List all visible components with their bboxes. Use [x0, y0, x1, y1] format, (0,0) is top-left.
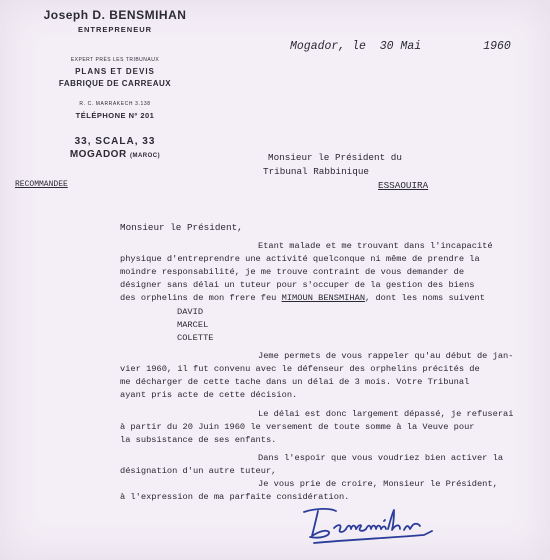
letterhead-plans: PLANS ET DEVIS	[75, 67, 155, 76]
letterhead-street: 33, SCALA, 33	[74, 136, 156, 147]
body-line: Je vous prie de croire, Monsieur le Président,	[258, 479, 498, 489]
letterhead-fabrique: FABRIQUE DE CARREAUX	[58, 79, 172, 88]
body-line: vier 1960, il fut convenu avec le défenseur des orphelins précités de	[120, 364, 480, 374]
body-line: désignation d'un autre tuteur,	[120, 466, 277, 476]
letterhead-city	[30, 149, 200, 160]
body-line	[120, 293, 485, 303]
body-line: ayant pris acte de cette décision.	[120, 390, 298, 400]
body-line: désigner sans délai un tuteur pour s'occuper de la gestion des biens	[120, 280, 475, 290]
body-line: la subsistance de ses enfants.	[120, 435, 277, 445]
body-line: Le délai est donc largement dépassé, je refuserai	[258, 409, 514, 419]
letterhead-country: (MAROC)	[129, 153, 161, 159]
letterhead-name: Joseph D. BENSMIHAN	[43, 8, 187, 22]
body-line: Etant malade et me trouvant dans l'incapacité	[258, 241, 493, 251]
body-line: à partir du 20 Juin 1960 le versement de toute somme à la Veuve pour	[120, 422, 475, 432]
registered-mention: RECOMMANDEE	[15, 180, 68, 189]
body-text: des orphelins de mon frere feu	[120, 293, 282, 303]
handwritten-signature	[296, 502, 456, 547]
orphan-name: COLETTE	[177, 333, 214, 343]
date-line: Mogador, le 30 Mai 1960	[290, 40, 511, 53]
letterhead-expert: EXPERT PRÈS LES TRIBUNAUX	[70, 57, 160, 63]
recipient-line-1: Monsieur le Président du	[268, 152, 402, 163]
body-line: moindre responsabilité, je me trouve contraint de vous demander de	[120, 267, 465, 277]
letterhead-registration: R. C. MARRAKECH 3.138	[79, 101, 151, 107]
body-line: Dans l'espoir que vous voudriez bien activer la	[258, 453, 504, 463]
body-line: Jeme permets de vous rappeler qu'au début de jan-	[258, 351, 514, 361]
orphan-name: MARCEL	[177, 320, 209, 330]
deceased-name: MIMOUN BENSMIHAN	[281, 293, 366, 303]
body-line: physique d'entreprendre une activité quelconque ni même de prendre la	[120, 254, 480, 264]
letterhead-phone: TÉLÉPHONE Nº 201	[75, 111, 155, 120]
letterhead-profession: ENTREPRENEUR	[77, 25, 153, 34]
recipient-line-3: ESSAOUIRA	[378, 180, 429, 191]
orphan-name: DAVID	[177, 307, 204, 317]
recipient-line-2: Tribunal Rabbinique	[263, 166, 370, 177]
body-line: me décharger de cette tache dans un délai de 3 mois. Votre Tribunal	[120, 377, 470, 387]
body-line: à l'expression de ma parfaite considération.	[120, 492, 350, 502]
salutation: Monsieur le Président,	[120, 222, 243, 233]
body-text: , dont les noms suivent	[365, 293, 485, 303]
letterhead-city-name: MOGADOR	[69, 149, 127, 160]
